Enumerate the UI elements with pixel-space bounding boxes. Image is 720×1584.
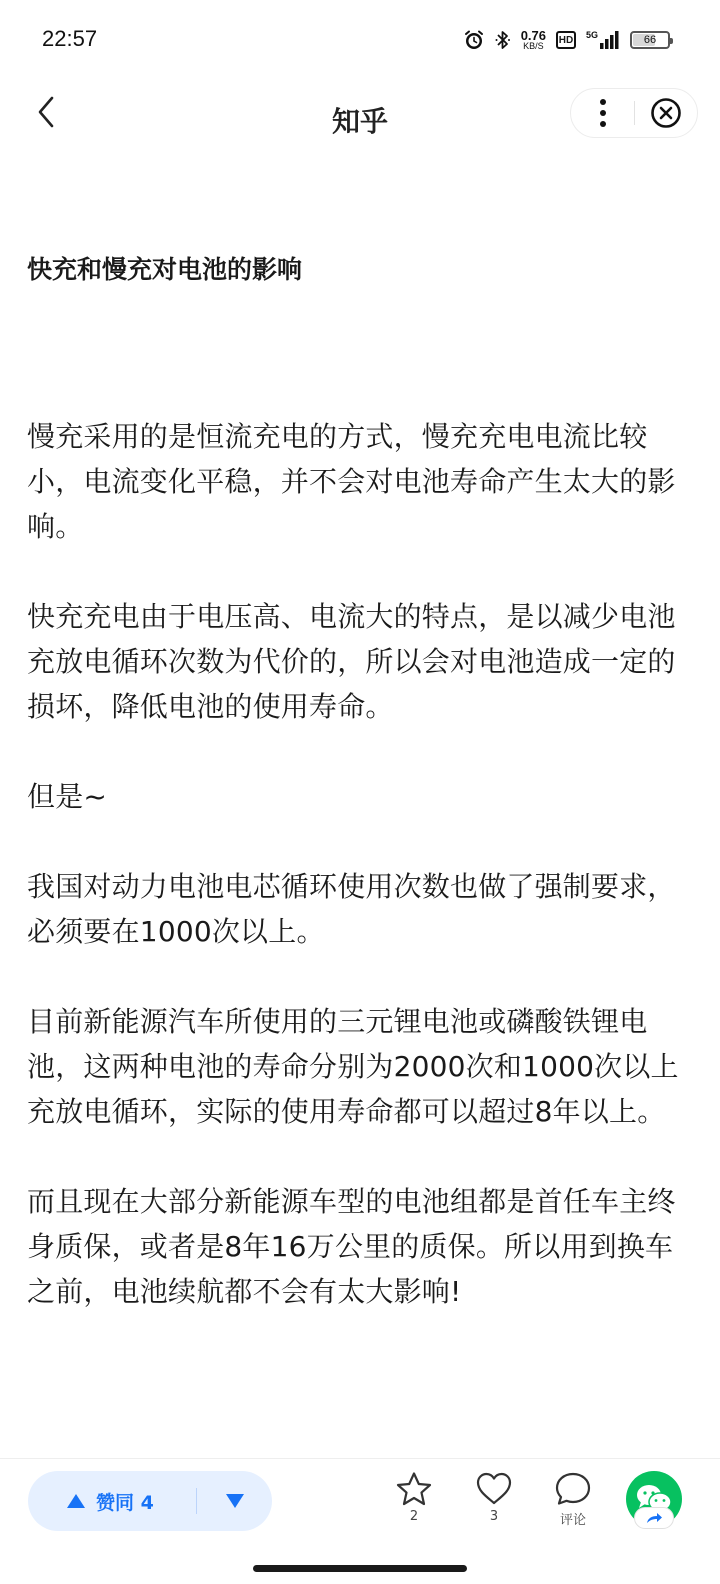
more-icon <box>599 98 607 128</box>
status-time: 22:57 <box>42 26 98 51</box>
battery-icon <box>630 31 670 49</box>
article-title: 快充和慢充对电池的影响 <box>27 255 303 284</box>
upvote-icon <box>66 1493 86 1509</box>
article-paragraph: 目前新能源汽车所使用的三元锂电池或磷酸铁锂电池，这两种电池的寿命分别为2000次和1000次以上充放电循环，实际的使用寿命都可以超过8年以上。 <box>27 1005 679 1128</box>
downvote-icon <box>225 1493 245 1509</box>
like-button[interactable] <box>464 1471 524 1524</box>
battery-level: 66 <box>643 34 657 46</box>
upvote-button[interactable] <box>28 1471 196 1531</box>
like-count: 3 <box>489 1509 499 1524</box>
article-paragraph: 慢充采用的是恒流充电的方式，慢充充电电流比较小，电流变化平稳，并不会对电池寿命产生太大的影响。 <box>27 420 676 543</box>
favorite-count: 2 <box>409 1509 419 1524</box>
nav-bar <box>0 80 720 160</box>
article-paragraph: 快充充电由于电压高、电流大的特点，是以减少电池充放电循环次数为代价的，所以会对电池造成一定的损坏，降低电池的使用寿命。 <box>27 600 676 723</box>
article-paragraph: 而且现在大部分新能源车型的电池组都是首任车主终身质保，或者是8年16万公里的质保。所以用到换车之前，电池续航都不会有太大影响! <box>27 1185 676 1308</box>
close-icon <box>650 97 682 129</box>
favorite-button[interactable] <box>384 1471 444 1524</box>
article <box>27 230 693 1359</box>
network-speed-value: 0.76 <box>520 28 546 43</box>
alarm-icon <box>463 29 485 51</box>
share-badge <box>634 1507 674 1529</box>
more-button[interactable] <box>571 88 634 138</box>
mini-program-capsule <box>570 88 698 138</box>
downvote-button[interactable] <box>197 1471 272 1531</box>
bluetooth-icon <box>495 29 511 51</box>
status-icons <box>463 26 670 54</box>
article-paragraph: 但是~ <box>27 780 108 813</box>
page-title: 知乎 <box>331 105 388 138</box>
comment-label: 评论 <box>559 1513 586 1528</box>
share-arrow-icon <box>644 1511 664 1525</box>
comment-icon <box>554 1471 592 1507</box>
comment-button[interactable] <box>543 1471 603 1528</box>
network-type: 5G <box>586 30 599 40</box>
star-icon <box>395 1471 433 1507</box>
home-indicator[interactable] <box>253 1565 467 1572</box>
status-bar <box>0 0 720 80</box>
article-paragraph: 我国对动力电池电芯循环使用次数也做了强制要求，必须要在1000次以上。 <box>27 870 676 948</box>
hd-badge: HD <box>556 31 576 49</box>
vote-group <box>28 1471 272 1531</box>
bottom-action-bar <box>0 1458 720 1584</box>
network-speed <box>521 29 546 51</box>
close-button[interactable] <box>635 88 697 138</box>
signal-icon <box>586 29 620 51</box>
upvote-label: 赞同 4 <box>96 1491 154 1514</box>
network-speed-unit: KB/S <box>523 41 544 51</box>
heart-icon <box>475 1471 513 1507</box>
